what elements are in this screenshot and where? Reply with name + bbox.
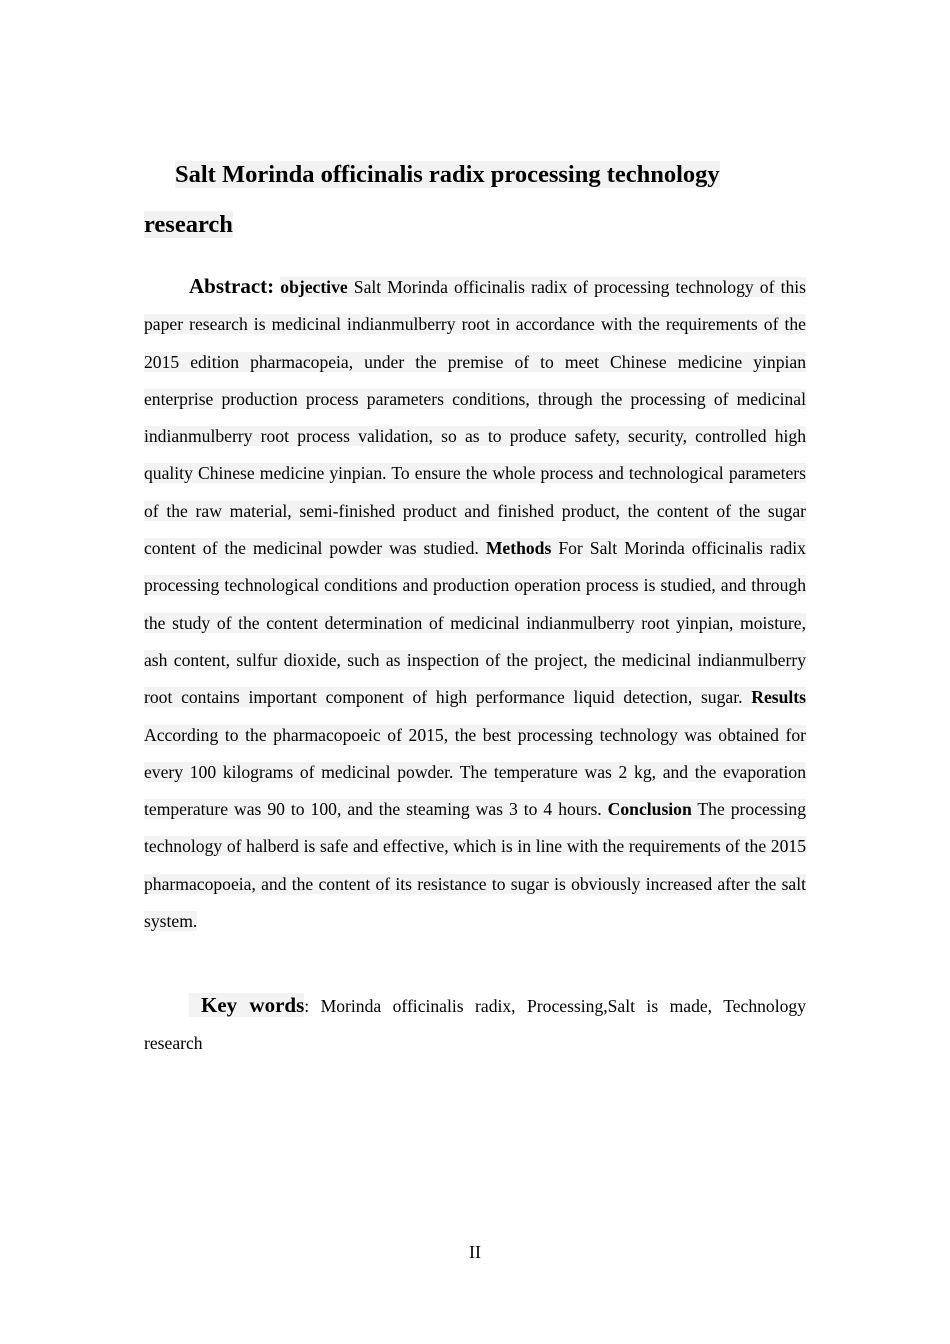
objective-text: Salt Morinda officinalis radix of processing technology of this paper research is medicinal indianmulberry root in accordance with the requirements of the 2015 edition pharmacopeia, under the premise of to meet Chinese medicine yinpian enterprise production process parameters conditions, through the processing of medicinal indianmulberry root process validation, so as to produce safety, security, controlled high quality Chinese medicine yinpian. To ensure the whole process and technological parameters of the raw material, semi-finished product and finished product, the content of the sugar content of the medicinal powder was studied. [144, 277, 807, 559]
paper-title [144, 150, 806, 250]
paper-title-text: Salt Morinda officinalis radix processing technology research [144, 161, 720, 238]
keywords-label: Key words [189, 993, 304, 1017]
abstract-body [144, 277, 806, 931]
keywords-paragraph [144, 987, 806, 1063]
objective-label: objective [280, 277, 348, 297]
keywords-text: : Morinda officinalis radix, Processing,Salt is made, Technology research [144, 996, 806, 1054]
conclusion-text: The processing technology of halberd is safe and effective, which is in line with the requirements of the 2015 pharmacopoeia, and the content of its resistance to sugar is obviously increased after the salt system. [144, 799, 806, 932]
abstract-paragraph [144, 268, 806, 940]
results-label: Results [751, 687, 806, 708]
conclusion-label: Conclusion [607, 799, 692, 820]
methods-text: For Salt Morinda officinalis radix processing technological conditions and production operation process is studied, and through the study of the content determination of medicinal indianmulberry root yinpian, moisture, ash content, sulfur dioxide, such as inspection of the project, the medicinal indianmulberry root contains important component of high performance liquid detection, sugar. [144, 538, 806, 708]
page-number: II [469, 1242, 481, 1262]
results-text: According to the pharmacopoeic of 2015, the best processing technology was obtained for every 100 kilograms of medicinal powder. The temperature was 2 kg, and the evaporation temperature was 90 to 100, and the steaming was 3 to 4 hours. [144, 724, 806, 820]
methods-label: Methods [485, 538, 552, 559]
abstract-label: Abstract: [189, 274, 275, 298]
